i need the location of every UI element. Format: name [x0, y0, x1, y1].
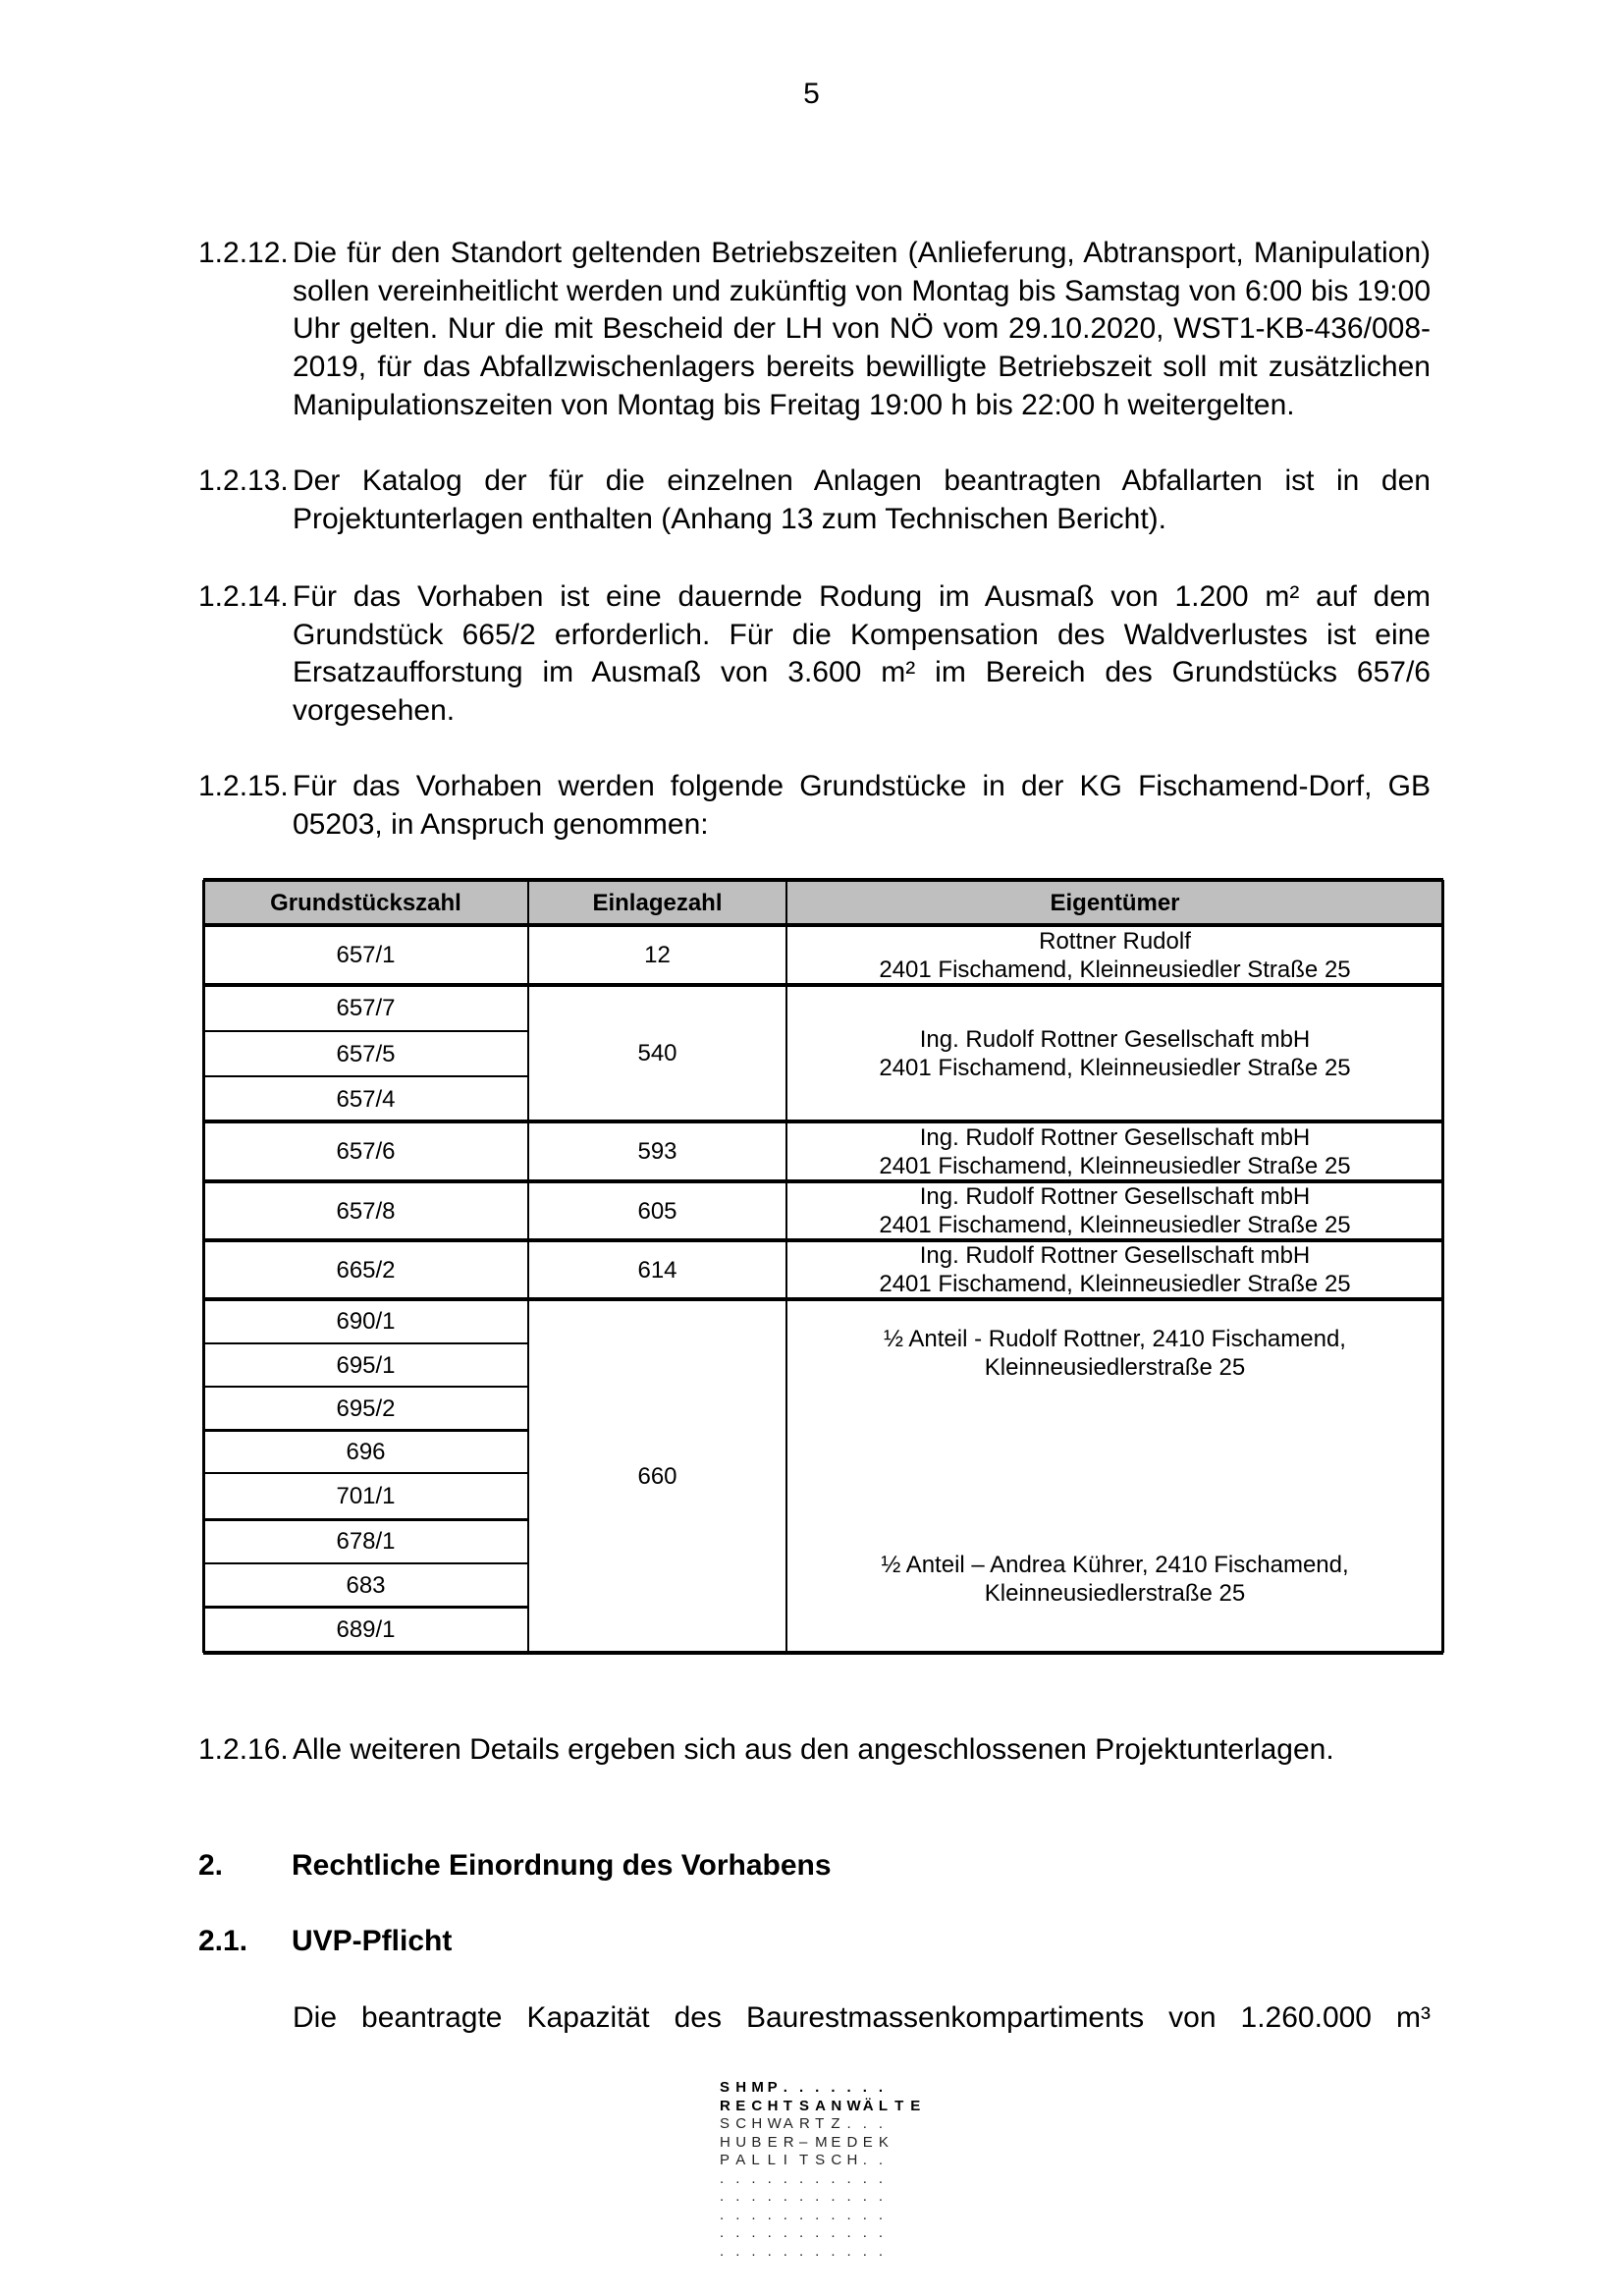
paragraph-line: Manipulationszeiten von Montag bis Freitag 19:00 h bis 22:00 h weitergelten. — [293, 388, 1295, 421]
section-2-1-text-line: Die beantragte Kapazität des Baurestmassenkompartiments von 1.260.000 m³ — [293, 2001, 1431, 2034]
page-number: 5 — [803, 78, 820, 110]
owner-line: 2401 Fischamend, Kleinneusiedler Straße 25 — [879, 1152, 1351, 1179]
owner-cell — [786, 1240, 1443, 1299]
logo-dot: . — [767, 2206, 772, 2223]
section-2-number: 2. — [198, 1849, 224, 1882]
einlagezahl-cell: 605 — [637, 1197, 677, 1225]
owner-entry — [879, 1241, 1350, 1298]
logo-letter: H — [767, 2097, 779, 2114]
logo-dot: . — [735, 2188, 740, 2205]
owner-line: Ing. Rudolf Rottner Gesellschaft mbH — [919, 1183, 1311, 1210]
logo-dot: . — [751, 2224, 756, 2241]
logo-dot: . — [878, 2115, 884, 2132]
logo-row — [720, 2224, 894, 2242]
logo-dot: . — [798, 2188, 804, 2205]
logo-dot: . — [846, 2224, 851, 2241]
table-border-right — [1441, 880, 1444, 1653]
logo-dot: . — [783, 2224, 787, 2241]
logo-dot: . — [862, 2188, 867, 2205]
table-row-divider — [203, 1342, 528, 1344]
logo-letter: L — [751, 2152, 760, 2168]
parcel-number-cell: 657/8 — [336, 1197, 396, 1225]
logo-letter: I — [783, 2152, 787, 2168]
logo-dot: . — [751, 2206, 756, 2223]
section-2-1-title: UVP-Pflicht — [292, 1925, 453, 1957]
table-row-divider — [203, 1472, 528, 1474]
table-group-divider — [203, 1120, 1443, 1123]
logo-letter: T — [798, 2152, 809, 2168]
logo-letter: C — [751, 2097, 763, 2114]
paragraph-line: Die für den Standort geltenden Betriebszeiten (Anlieferung, Abtransport, Manipulation) — [293, 237, 1431, 269]
logo-dot: . — [735, 2169, 740, 2187]
einlagezahl-cell: 660 — [637, 1462, 677, 1490]
logo-letter: D — [846, 2133, 858, 2151]
logo-dot: . — [783, 2242, 787, 2260]
logo-letter: A — [783, 2115, 793, 2132]
owner-cell — [786, 1299, 1443, 1653]
paragraph-number: 1.2.14. — [198, 580, 289, 613]
logo-dot: . — [783, 2169, 787, 2187]
owner-line: Kleinneusiedlerstraße 25 — [984, 1354, 1246, 1381]
owner-line: 2401 Fischamend, Kleinneusiedler Straße 25 — [879, 956, 1351, 983]
logo-dot: . — [815, 2206, 820, 2223]
section-2-1-number: 2.1. — [198, 1925, 248, 1957]
owner-entry — [879, 1025, 1350, 1082]
owner-line: ½ Anteil - Rudolf Rottner, 2410 Fischamend, — [884, 1326, 1346, 1352]
logo-dot: . — [862, 2224, 867, 2241]
logo-dot: . — [798, 2169, 804, 2187]
table-header-cell: Eigentümer — [786, 880, 1443, 925]
paragraph-line: Der Katalog der für die einzelnen Anlagen beantragten Abfallarten ist in den — [293, 465, 1431, 497]
logo-letter: P — [767, 2079, 778, 2096]
logo-dot: . — [798, 2242, 804, 2260]
logo-letter: M — [751, 2079, 764, 2096]
logo-letter: R — [783, 2133, 794, 2151]
logo-row — [720, 2188, 894, 2206]
table-column-divider — [785, 880, 787, 1653]
logo-dot: . — [862, 2169, 867, 2187]
parcel-number-cell: 696 — [346, 1438, 386, 1465]
paragraph-line: Für das Vorhaben werden folgende Grundstücke in der KG Fischamend-Dorf, GB — [293, 770, 1431, 802]
owner-line: 2401 Fischamend, Kleinneusiedler Straße 25 — [879, 1271, 1351, 1297]
logo-dot: . — [878, 2224, 884, 2241]
logo-dot: . — [798, 2224, 804, 2241]
logo-dot: . — [767, 2224, 772, 2241]
logo-dot: . — [767, 2188, 772, 2205]
paragraph-line: Alle weiteren Details ergeben sich aus den angeschlossenen Projektunterlagen. — [293, 1733, 1334, 1766]
logo-dot: . — [831, 2206, 836, 2223]
logo-dot: . — [878, 2079, 884, 2096]
logo-dot: . — [878, 2169, 884, 2187]
table-header-cell: Einlagezahl — [528, 880, 786, 925]
logo-dot: . — [720, 2206, 725, 2223]
parcel-number-cell: 657/1 — [336, 942, 396, 968]
table-row-divider — [203, 1606, 528, 1609]
logo-dot: . — [720, 2169, 725, 2187]
owner-cell — [786, 1181, 1443, 1240]
owner-line: 2401 Fischamend, Kleinneusiedler Straße 25 — [879, 1212, 1351, 1238]
logo-dot: . — [798, 2079, 804, 2096]
logo-letter: R — [720, 2097, 730, 2114]
logo-letter: Ä — [862, 2097, 874, 2114]
parcel-number-cell: 695/2 — [336, 1394, 396, 1422]
logo-dot: . — [798, 2206, 804, 2223]
paragraph-line: 2019, für das Abfallzwischenlagers bereits bewilligte Betriebszeit soll mit zusätzlichen — [293, 351, 1431, 384]
logo-letter: U — [735, 2133, 747, 2151]
logo-letter: H — [846, 2152, 858, 2168]
table-row-divider — [203, 1562, 528, 1564]
owner-line: Ing. Rudolf Rottner Gesellschaft mbH — [919, 1123, 1311, 1151]
logo-dot: . — [862, 2206, 867, 2223]
logo-dot: . — [831, 2079, 836, 2096]
logo-dot: . — [720, 2188, 725, 2205]
owner-entry — [881, 1551, 1348, 1608]
logo-dot: . — [846, 2169, 851, 2187]
logo-letter: E — [735, 2097, 746, 2114]
logo-dot: . — [831, 2242, 836, 2260]
logo-letter: – — [798, 2133, 808, 2151]
logo-letter: S — [720, 2115, 730, 2132]
table-row-divider — [203, 1518, 528, 1521]
logo-dot: . — [815, 2224, 820, 2241]
section-2-title: Rechtliche Einordnung des Vorhabens — [292, 1849, 832, 1882]
logo-letter: C — [735, 2115, 747, 2132]
parcel-number-cell: 657/4 — [336, 1085, 396, 1113]
logo-letter: A — [735, 2152, 746, 2168]
owner-cell — [786, 985, 1443, 1121]
table-header-divider — [203, 923, 1443, 927]
logo-dot: . — [783, 2206, 787, 2223]
logo-dot: . — [831, 2188, 836, 2205]
table-group-divider — [203, 1238, 1443, 1242]
logo-dot: . — [751, 2242, 756, 2260]
logo-letter: E — [831, 2133, 841, 2151]
logo-letter: S — [720, 2079, 730, 2096]
table-border-left — [202, 880, 205, 1653]
paragraph-line: Projektunterlagen enthalten (Anhang 13 zum Technischen Bericht). — [293, 502, 1166, 535]
owner-line: Kleinneusiedlerstraße 25 — [984, 1580, 1246, 1607]
owner-line: Rottner Rudolf — [1039, 927, 1191, 955]
logo-letter: H — [751, 2115, 763, 2132]
logo-row — [720, 2134, 894, 2152]
logo-letter: T — [815, 2115, 825, 2132]
logo-row — [720, 2170, 894, 2188]
table-group-divider — [203, 1297, 1443, 1301]
logo-letter: S — [798, 2097, 809, 2114]
owner-line: ½ Anteil – Andrea Kührer, 2410 Fischamend, — [881, 1552, 1349, 1578]
parcel-number-cell: 689/1 — [336, 1616, 396, 1643]
einlagezahl-cell: 12 — [644, 942, 671, 968]
logo-row — [720, 2243, 894, 2261]
logo-dot: . — [878, 2152, 884, 2168]
logo-dot: . — [862, 2079, 867, 2096]
table-column-divider — [527, 880, 529, 1653]
logo-letter: K — [878, 2133, 889, 2151]
parcel-number-cell: 657/7 — [336, 995, 396, 1021]
logo-letter: C — [831, 2152, 842, 2168]
logo-letter: A — [815, 2097, 826, 2114]
logo-dot: . — [767, 2169, 772, 2187]
parcel-number-cell: 683 — [346, 1571, 386, 1599]
logo-dot: . — [815, 2188, 820, 2205]
owner-entry — [879, 927, 1350, 984]
logo-dot: . — [720, 2242, 725, 2260]
owner-entry — [879, 1182, 1350, 1239]
logo-dot: . — [878, 2188, 884, 2205]
logo-letter: T — [783, 2097, 792, 2114]
logo-dot: . — [720, 2224, 725, 2241]
table-row-divider — [203, 1386, 528, 1388]
parcel-number-cell: 701/1 — [336, 1483, 396, 1509]
logo-letter: M — [815, 2133, 828, 2151]
logo-dot: . — [783, 2188, 787, 2205]
logo-letter: W — [846, 2097, 861, 2114]
logo-letter: E — [767, 2133, 778, 2151]
logo-dot: . — [846, 2079, 851, 2096]
parcel-number-cell: 690/1 — [336, 1308, 396, 1335]
table-header-cell: Grundstückszahl — [203, 880, 528, 925]
einlagezahl-cell: 593 — [637, 1138, 677, 1165]
owner-entry — [884, 1325, 1346, 1382]
paragraph-line: 05203, in Anspruch genommen: — [293, 807, 709, 841]
logo-dot: . — [862, 2115, 867, 2132]
owner-entry — [879, 1123, 1350, 1180]
logo-dot: . — [735, 2224, 740, 2241]
logo-letter: H — [735, 2079, 747, 2096]
logo-dot: . — [815, 2242, 820, 2260]
table-group-divider — [203, 1179, 1443, 1183]
table-row-divider — [203, 1030, 528, 1032]
logo-row — [720, 2079, 894, 2097]
logo-dot: . — [846, 2115, 851, 2132]
paragraph-line: sollen vereinheitlicht werden und zukünftig von Montag bis Samstag von 6:00 bis 19:00 — [293, 274, 1431, 307]
logo-dot: . — [783, 2079, 787, 2096]
logo-dot: . — [815, 2169, 820, 2187]
owner-cell — [786, 925, 1443, 985]
parcel-number-cell: 657/5 — [336, 1040, 396, 1067]
paragraph-number: 1.2.16. — [198, 1733, 289, 1766]
logo-letter: E — [862, 2133, 873, 2151]
paragraph-line: vorgesehen. — [293, 694, 456, 728]
table-row-divider — [203, 1075, 528, 1077]
logo-dot: . — [846, 2188, 851, 2205]
owner-line: 2401 Fischamend, Kleinneusiedler Straße 25 — [879, 1054, 1351, 1081]
table-border-top — [203, 878, 1443, 882]
logo-dot: . — [878, 2242, 884, 2260]
logo-letter: L — [767, 2152, 776, 2168]
table-border-bottom — [203, 1651, 1443, 1655]
einlagezahl-cell: 614 — [637, 1256, 677, 1284]
logo-letter: Z — [831, 2115, 840, 2132]
owner-cell — [786, 1121, 1443, 1181]
logo-row — [720, 2098, 926, 2115]
logo-dot: . — [751, 2169, 756, 2187]
einlagezahl-cell: 540 — [637, 1040, 677, 1066]
table-group-divider — [203, 983, 1443, 987]
paragraph-line: Ersatzaufforstung im Ausmaß von 3.600 m² im Bereich des Grundstücks 657/6 — [293, 656, 1431, 689]
logo-dot: . — [878, 2206, 884, 2223]
owner-line: Ing. Rudolf Rottner Gesellschaft mbH — [919, 1242, 1311, 1269]
logo-letter: L — [878, 2097, 889, 2114]
logo-letter: T — [894, 2097, 904, 2114]
logo-letter: R — [798, 2115, 810, 2132]
logo-dot: . — [735, 2206, 740, 2223]
logo-dot: . — [862, 2152, 867, 2168]
logo-row — [720, 2207, 894, 2224]
logo-letter: W — [767, 2115, 782, 2132]
logo-dot: . — [846, 2206, 851, 2223]
parcel-number-cell: 678/1 — [336, 1528, 396, 1555]
logo-letter: P — [720, 2152, 730, 2168]
parcel-number-cell: 657/6 — [336, 1138, 396, 1165]
logo-letter: H — [720, 2133, 730, 2151]
logo-row — [720, 2115, 894, 2133]
paragraph-number: 1.2.15. — [198, 770, 289, 802]
logo-dot: . — [831, 2224, 836, 2241]
parcels-table — [203, 880, 1443, 1653]
table-row-divider — [203, 1429, 528, 1432]
logo-dot: . — [767, 2242, 772, 2260]
owner-line: Ing. Rudolf Rottner Gesellschaft mbH — [919, 1025, 1311, 1053]
logo-letter: E — [910, 2097, 921, 2114]
paragraph-line: Uhr gelten. Nur die mit Bescheid der LH von NÖ vom 29.10.2020, WST1-KB-436/008- — [293, 312, 1431, 346]
logo-letter: S — [815, 2152, 826, 2168]
paragraph-line: Grundstück 665/2 erforderlich. Für die Kompensation des Waldverlustes ist eine — [293, 618, 1431, 651]
paragraph-number: 1.2.13. — [198, 465, 289, 497]
logo-letter: B — [751, 2133, 762, 2151]
logo-dot: . — [862, 2242, 867, 2260]
logo-row — [720, 2152, 894, 2169]
logo-letter: N — [831, 2097, 842, 2114]
paragraph-number: 1.2.12. — [198, 237, 289, 269]
parcel-number-cell: 695/1 — [336, 1351, 396, 1379]
logo-dot: . — [735, 2242, 740, 2260]
parcel-number-cell: 665/2 — [336, 1256, 396, 1284]
logo-dot: . — [751, 2188, 756, 2205]
paragraph-line: Für das Vorhaben ist eine dauernde Rodung im Ausmaß von 1.200 m² auf dem — [293, 580, 1431, 613]
logo-dot: . — [815, 2079, 820, 2096]
logo-dot: . — [831, 2169, 836, 2187]
logo-dot: . — [846, 2242, 851, 2260]
